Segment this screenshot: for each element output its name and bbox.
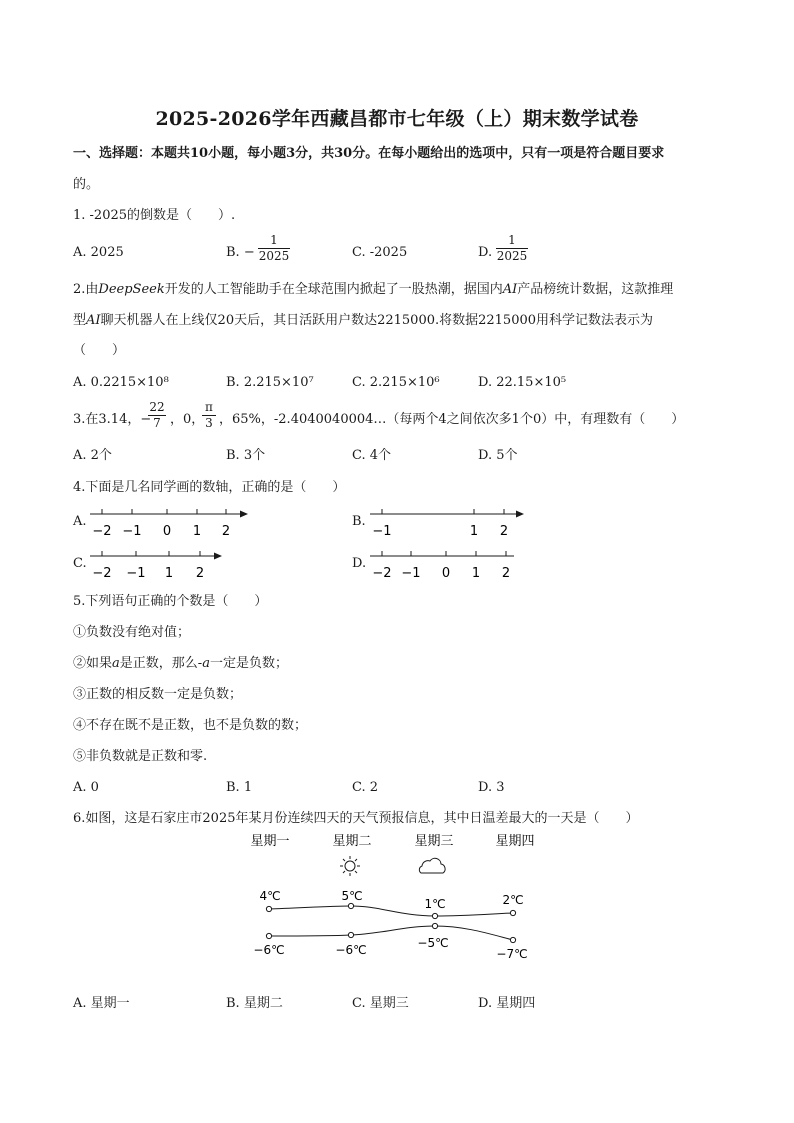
q2-option-a: A. 0.2215×10⁸ [73,375,169,390]
q5-option-d: D. 3 [478,780,505,795]
number-line-a [88,506,253,540]
q3-stem-pre: 3.在3.14，− [73,412,152,427]
q2-option-b: B. 2.215×10⁷ [226,375,314,390]
tick-label: −2 [372,566,392,581]
section-heading: 一、选择题：本题共10小题，每小题3分，共30分。在每小题给出的选项中，只有一项是符合题目要求 [73,146,665,161]
high-temp-point [348,903,353,908]
fraction-numerator: 1 [508,233,516,247]
low-temp-point [432,923,437,928]
exam-title: 2025-2026学年西藏昌都市七年级（上）期末数学试卷 [155,108,639,130]
sun-icon [340,856,360,876]
day-label: 星期四 [495,834,535,849]
high-temp-label: 5℃ [341,889,363,903]
low-temp-label: −6℃ [335,943,367,957]
low-temp-point [510,937,515,942]
q3-stem-mid: ，0， [170,412,205,427]
q4-option-c: C. [73,556,87,571]
weather-forecast-figure [240,828,560,968]
high-temp-label: 2℃ [502,893,524,907]
day-label: 星期三 [414,834,454,849]
low-temp-label: −5℃ [417,936,449,950]
q2-line2: 型AI聊天机器人在上线仅20天后，其日活跃用户数达2215000.将数据2215000用科学记数法表示为 [73,313,654,328]
tick-label: 0 [162,524,172,539]
q1-option-b-prefix: B. − [226,245,255,260]
q5-statement-3: ③正数的相反数一定是负数； [73,687,243,702]
tick-label: 2 [499,524,509,539]
high-temp-label: 1℃ [424,897,446,911]
tick-label: −1 [401,566,421,581]
q1-option-d-prefix: D. [478,245,493,260]
low-temp-label: −6℃ [253,943,285,957]
q4-option-a: A. [73,514,87,529]
tick-label: 2 [195,566,205,581]
q3-option-c: C. 4个 [352,448,392,463]
cloud-icon [419,858,445,873]
high-temp-point [266,906,271,911]
low-temp-point [266,933,271,938]
q3-option-d: D. 5个 [478,448,518,463]
low-temp-point [348,932,353,937]
q5-statement-4: ④不存在既不是正数，也不是负数的数； [73,718,308,733]
q2-line1: 2.由DeepSeek开发的人工智能助手在全球范围内掀起了一股热潮，据国内AI产品榜统计数据，这款推理 [73,282,674,297]
q2-option-c: C. 2.215×10⁶ [352,375,440,390]
high-temp-point [510,910,515,915]
number-line-d [368,548,518,582]
high-temp-curve [269,906,513,916]
tick-label: −1 [122,524,142,539]
q6-option-d: D. 星期四 [478,996,536,1011]
tick-label: 1 [164,566,174,581]
tick-label: −1 [372,524,392,539]
q6-option-a: A. 星期一 [73,996,130,1011]
q4-option-d: D. [352,556,367,571]
q3-fraction-pi-3: π 3 [202,401,216,430]
q5-statement-1: ①负数没有绝对值； [73,625,191,640]
q1-option-d-fraction [496,234,528,263]
q6-option-c: C. 星期三 [352,996,409,1011]
fraction-denominator: 2025 [258,249,290,263]
fraction-numerator: 1 [270,233,278,247]
number-line-c [88,548,228,582]
q2-option-d: D. 22.15×10⁵ [478,375,567,390]
low-temp-curve [269,926,513,940]
q6-option-b: B. 星期二 [226,996,283,1011]
tick-label: 0 [441,566,451,581]
tick-label: 1 [469,524,479,539]
q1-option-c: C. -2025 [352,245,408,260]
day-label: 星期一 [250,834,290,849]
high-temp-label: 4℃ [259,889,281,903]
tick-label: 2 [221,524,231,539]
q3-fraction-22-7: 22 7 [149,400,165,430]
day-label: 星期二 [332,834,372,849]
q5-option-b: B. 1 [226,780,253,795]
q3-option-b: B. 3个 [226,448,266,463]
fraction-denominator: 2025 [496,249,528,263]
q5-statement-5: ⑤非负数就是正数和零. [73,749,208,764]
q3-option-a: A. 2个 [73,448,112,463]
tick-label: 1 [471,566,481,581]
high-temp-point [432,913,437,918]
q5-statement-2: ②如果a是正数，那么-a一定是负数； [73,656,288,671]
low-temp-label: −7℃ [496,947,528,961]
q4-stem: 4.下面是几名同学画的数轴，正确的是（ ） [73,480,346,495]
q1-stem: 1. -2025的倒数是（ ）. [73,208,236,223]
number-line-b [368,506,530,540]
q5-option-a: A. 0 [73,780,99,795]
q3-stem-post: ，65%，-2.4040040004…（每两个4之间依次多1个0）中，有理数有（ ） [219,412,685,427]
q1-option-a: A. 2025 [73,245,124,260]
q1-option-b-fraction [258,234,290,263]
q6-stem: 6.如图，这是石家庄市2025年某月份连续四天的天气预报信息，其中日温差最大的一天是（ ） [73,811,639,826]
tick-label: 1 [192,524,202,539]
q5-stem: 5.下列语句正确的个数是（ ） [73,594,268,609]
tick-label: −2 [92,566,112,581]
q2-line3: （ ） [73,343,126,358]
tick-label: −2 [92,524,112,539]
section-heading-cont: 的。 [73,177,100,192]
q4-option-b: B. [352,514,366,529]
tick-label: −1 [126,566,146,581]
q5-option-c: C. 2 [352,780,379,795]
tick-label: 2 [501,566,511,581]
